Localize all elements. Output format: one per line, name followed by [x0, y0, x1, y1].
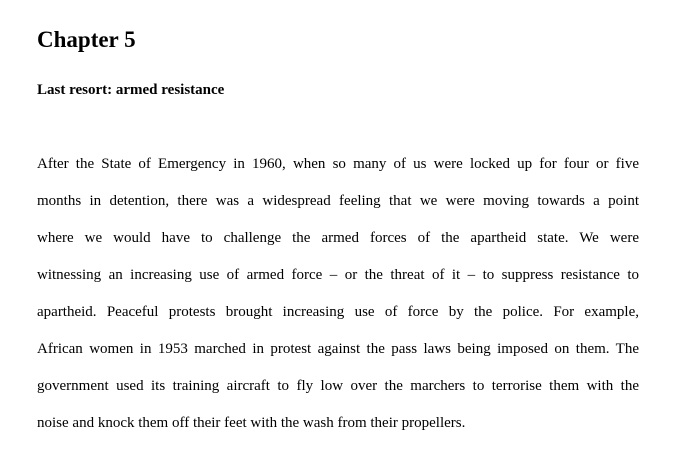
paragraph-line: witnessing an increasing use of armed force – or the threat of it – to suppress resistance to [37, 267, 639, 283]
chapter-title: Chapter 5 [37, 27, 136, 52]
paragraph-line: African women in 1953 marched in protest against the pass laws being imposed on them. The [37, 341, 639, 357]
paragraph-line: where we would have to challenge the armed forces of the apartheid state. We were [37, 230, 639, 246]
paragraph-line: apartheid. Peaceful protests brought increasing use of force by the police. For example, [37, 304, 639, 320]
section-title: Last resort: armed resistance [37, 82, 225, 98]
paragraph-line: government used its training aircraft to fly low over the marchers to terrorise them with the [37, 378, 639, 394]
paragraph-line: noise and knock them off their feet with the wash from their propellers. [37, 415, 466, 431]
paragraph-line: After the State of Emergency in 1960, when so many of us were locked up for four or five [37, 156, 639, 172]
body-paragraph [37, 153, 639, 449]
paragraph-line: months in detention, there was a widespread feeling that we were moving towards a point [37, 193, 639, 209]
